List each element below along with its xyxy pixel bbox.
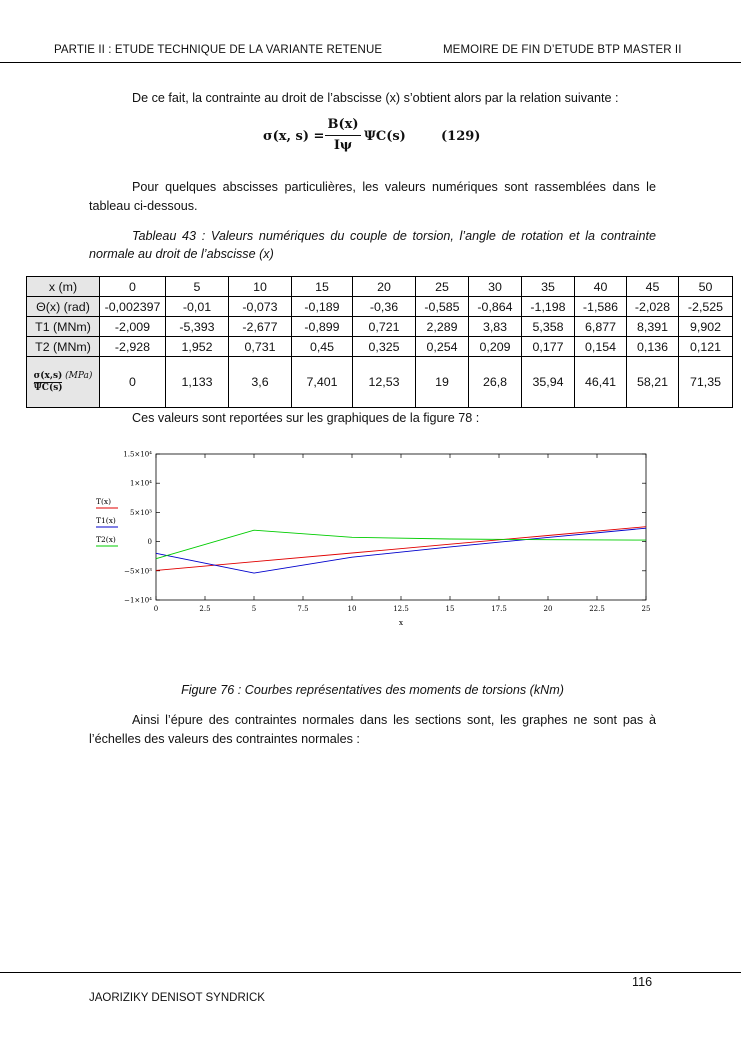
table-cell: 46,41 (575, 357, 627, 408)
figure-caption: Figure 76 : Courbes représentatives des moments de torsions (kNm) (181, 683, 564, 697)
table-cell: 35,94 (522, 357, 575, 408)
table-cell: 58,21 (627, 357, 679, 408)
table-cell: -5,393 (166, 317, 229, 337)
table-cell: -2,525 (679, 297, 733, 317)
table-cell: 0,731 (229, 337, 292, 357)
table-cell: 1,133 (166, 357, 229, 408)
table-cell: -0,002397 (100, 297, 166, 317)
table-cell: 26,8 (469, 357, 522, 408)
table-cell: 0,721 (353, 317, 416, 337)
table-row-sigma (27, 357, 733, 408)
table-row-label: x (m) (27, 277, 100, 297)
formula-lhs: σ(x, s) = (263, 129, 325, 144)
table-cell: 0,177 (522, 337, 575, 357)
paragraph-3: Ces valeurs sont reportées sur les graphiques de la figure 78 : (132, 411, 480, 425)
table-cell: 10 (229, 277, 292, 297)
table-caption: Tableau 43 : Valeurs numériques du couple de torsion, l’angle de rotation et la contrainte normale au droit de l’abscisse (x) (89, 229, 656, 261)
formula-number: (129) (441, 129, 481, 144)
table-cell: 0 (100, 277, 166, 297)
table-cell: 35 (522, 277, 575, 297)
table-row-label: T2 (MNm) (27, 337, 100, 357)
sigma-label-den: ΨC(s) (33, 382, 63, 393)
table-cell: 0,121 (679, 337, 733, 357)
formula-fraction (325, 117, 361, 153)
table-cell: 5,358 (522, 317, 575, 337)
footer-rule (0, 972, 741, 973)
table-cell: 5 (166, 277, 229, 297)
table-cell: 0,254 (416, 337, 469, 357)
table-cell: -0,864 (469, 297, 522, 317)
table-cell: 0,136 (627, 337, 679, 357)
paragraph-4: Ainsi l’épure des contraintes normales dans les sections sont, les graphes ne sont pas à l’échelles des valeurs des contraintes normales : (89, 713, 656, 746)
x-tick-label: 2.5 (199, 605, 211, 613)
table-cell: 20 (353, 277, 416, 297)
series-line-t1x (156, 528, 646, 573)
series-line-tx (156, 527, 646, 571)
table-cell: -2,928 (100, 337, 166, 357)
y-tick-label: −1×10⁴ (124, 596, 152, 605)
plot-frame (156, 454, 646, 600)
y-tick-label: 1.5×10⁴ (123, 450, 152, 459)
table-cell: -0,189 (292, 297, 353, 317)
table-row-label: T1 (MNm) (27, 317, 100, 337)
table-row (27, 277, 733, 297)
table-cell: 8,391 (627, 317, 679, 337)
formula-129 (263, 117, 503, 161)
x-tick-label: 15 (445, 605, 455, 613)
formula-rhs: ΨC(s) (364, 129, 406, 144)
author: JAORIZIKY DENISOT SYNDRICK (89, 992, 265, 1004)
table-cell: -2,028 (627, 297, 679, 317)
legend-label: T2(x) (96, 535, 116, 544)
table-cell: 2,289 (416, 317, 469, 337)
x-tick-label: 5 (251, 605, 257, 613)
table-cell: 45 (627, 277, 679, 297)
data-table (26, 276, 733, 408)
sigma-label-unit: (MPa) (65, 370, 93, 381)
table-cell: 0 (100, 357, 166, 408)
table-cell: 15 (292, 277, 353, 297)
table-cell: 7,401 (292, 357, 353, 408)
table-cell: -1,586 (575, 297, 627, 317)
table-row (27, 337, 733, 357)
table-cell: -2,677 (229, 317, 292, 337)
table-cell: 50 (679, 277, 733, 297)
table-cell: -0,36 (353, 297, 416, 317)
table-cell: 12,53 (353, 357, 416, 408)
x-tick-label: 10 (347, 605, 357, 613)
table-cell: -2,009 (100, 317, 166, 337)
table-cell: 19 (416, 357, 469, 408)
x-tick-label: 22.5 (589, 605, 605, 613)
table-cell: 30 (469, 277, 522, 297)
x-axis-label: x (398, 618, 404, 627)
x-tick-label: 12.5 (393, 605, 409, 613)
table-row-label: Θ(x) (rad) (27, 297, 100, 317)
table-cell: -0,899 (292, 317, 353, 337)
table-row (27, 297, 733, 317)
table-cell: 25 (416, 277, 469, 297)
y-tick-label: −5×10³ (124, 567, 152, 576)
formula-numerator: B(x) (327, 117, 359, 132)
table-cell: -0,073 (229, 297, 292, 317)
table-cell: -0,585 (416, 297, 469, 317)
formula-denominator: Iψ (333, 138, 353, 153)
legend-label: T(x) (96, 497, 112, 506)
table-cell: 0,209 (469, 337, 522, 357)
x-tick-label: 7.5 (297, 605, 309, 613)
table-cell: 3,6 (229, 357, 292, 408)
table-cell: 1,952 (166, 337, 229, 357)
x-tick-label: 25 (641, 605, 651, 613)
table-cell: 0,154 (575, 337, 627, 357)
intro-paragraph: De ce fait, la contrainte au droit de l’abscisse (x) s’obtient alors par la relation suivante : (132, 91, 619, 105)
header-right: MEMOIRE DE FIN D’ETUDE BTP MASTER II (443, 44, 682, 56)
header-left: PARTIE II : ETUDE TECHNIQUE DE LA VARIANTE RETENUE (54, 44, 383, 56)
series-line-t2x (156, 530, 646, 559)
y-tick-label: 5×10³ (129, 508, 152, 517)
table-cell: -1,198 (522, 297, 575, 317)
table-cell: 71,35 (679, 357, 733, 408)
table-cell: 0,45 (292, 337, 353, 357)
table-cell: 3,83 (469, 317, 522, 337)
table-cell: -0,01 (166, 297, 229, 317)
sigma-row-label (27, 357, 100, 408)
page-number: 116 (632, 975, 653, 989)
paragraph-2: Pour quelques abscisses particulières, les valeurs numériques sont rassemblées dans le tableau ci-dessous. (89, 180, 656, 213)
table-cell: 0,325 (353, 337, 416, 357)
y-tick-label: 1×10⁴ (129, 479, 152, 488)
table-cell: 6,877 (575, 317, 627, 337)
x-tick-label: 0 (153, 605, 159, 613)
header-rule (0, 62, 741, 63)
table-row (27, 317, 733, 337)
torsion-chart-svg (90, 446, 660, 636)
torsion-chart (90, 446, 660, 636)
legend-label: T1(x) (96, 516, 116, 525)
y-tick-label: 0 (147, 538, 152, 547)
table-cell: 9,902 (679, 317, 733, 337)
table-cell: 40 (575, 277, 627, 297)
x-tick-label: 17.5 (491, 605, 507, 613)
x-tick-label: 20 (543, 605, 553, 613)
sigma-label-num: σ(x,s) (33, 370, 63, 381)
